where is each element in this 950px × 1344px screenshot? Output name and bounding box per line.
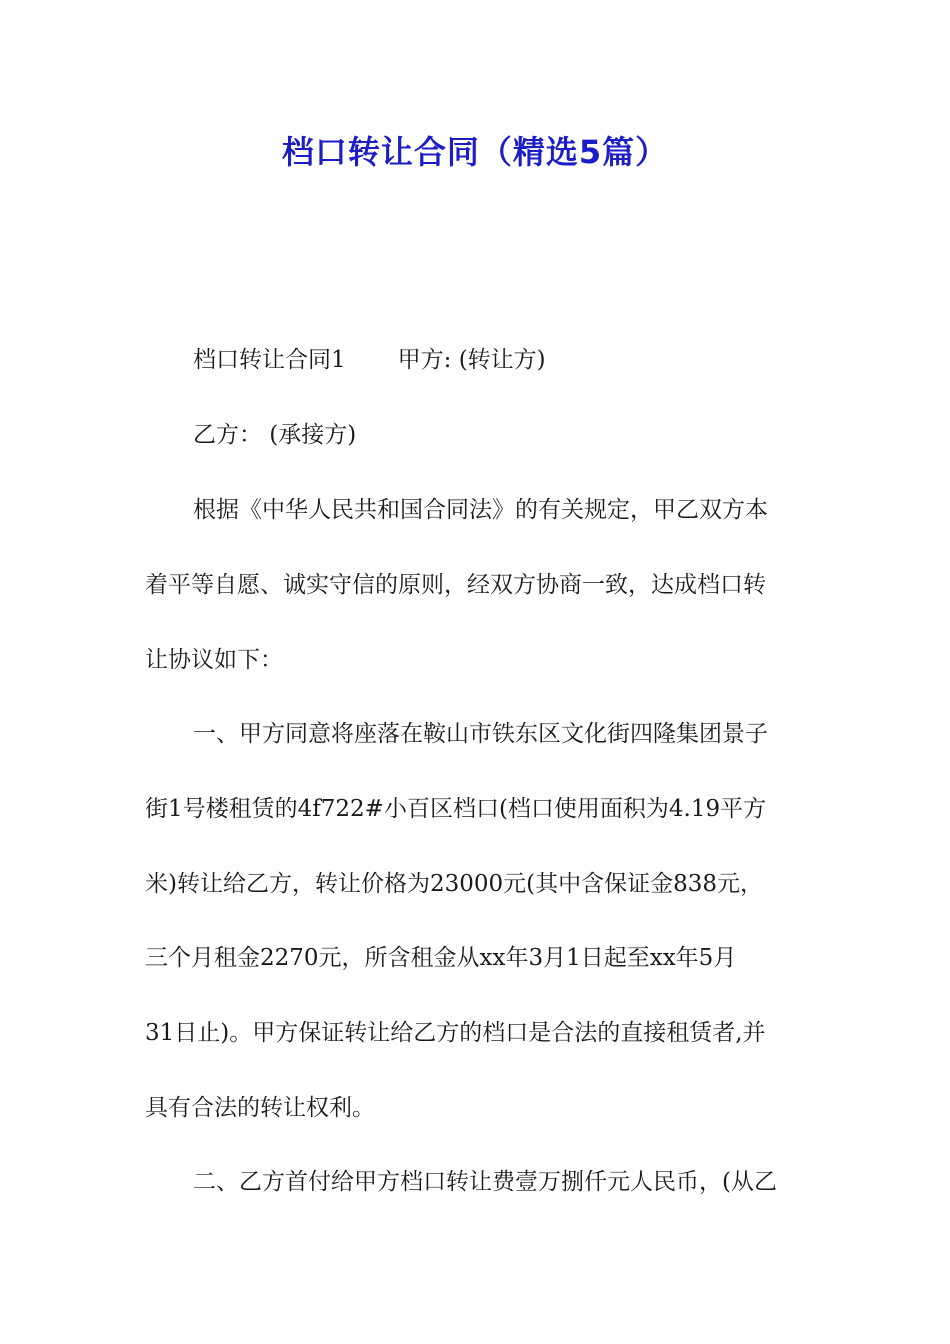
paragraph-line: 具有合法的转让权利。: [145, 1095, 375, 1121]
paragraph-line: 让协议如下：: [145, 647, 283, 673]
paragraph-line: 街1号楼租赁的4f722#小百区档口(档口使用面积为4.19平方: [145, 796, 767, 822]
paragraph-line: 米)转让给乙方，转让价格为23000元(其中含保证金838元，: [145, 871, 764, 897]
paragraph-line: 着平等自愿、诚实守信的原则，经双方协商一致，达成档口转: [145, 572, 766, 598]
party-a-label: 甲方: (转让方): [397, 347, 546, 373]
paragraph-line: 一、甲方同意将座落在鞍山市铁东区文化街四隆集团景子: [193, 721, 768, 747]
party-b-line: 乙方： (承接方): [193, 422, 357, 448]
contract-heading-title: 档口转让合同1: [193, 347, 346, 373]
paragraph-line: 三个月租金2270元，所含租金从xx年3月1日起至xx年5月: [145, 945, 737, 971]
paragraph-line: 二、乙方首付给甲方档口转让费壹万捌仟元人民币，(从乙: [193, 1169, 777, 1195]
contract-heading: [193, 345, 546, 375]
paragraph-line: 根据《中华人民共和国合同法》的有关规定，甲乙双方本: [193, 497, 768, 523]
paragraph-line: 31日止)。甲方保证转让给乙方的档口是合法的直接租赁者,并: [145, 1020, 766, 1046]
document-title: 档口转让合同（精选5篇）: [281, 133, 669, 171]
